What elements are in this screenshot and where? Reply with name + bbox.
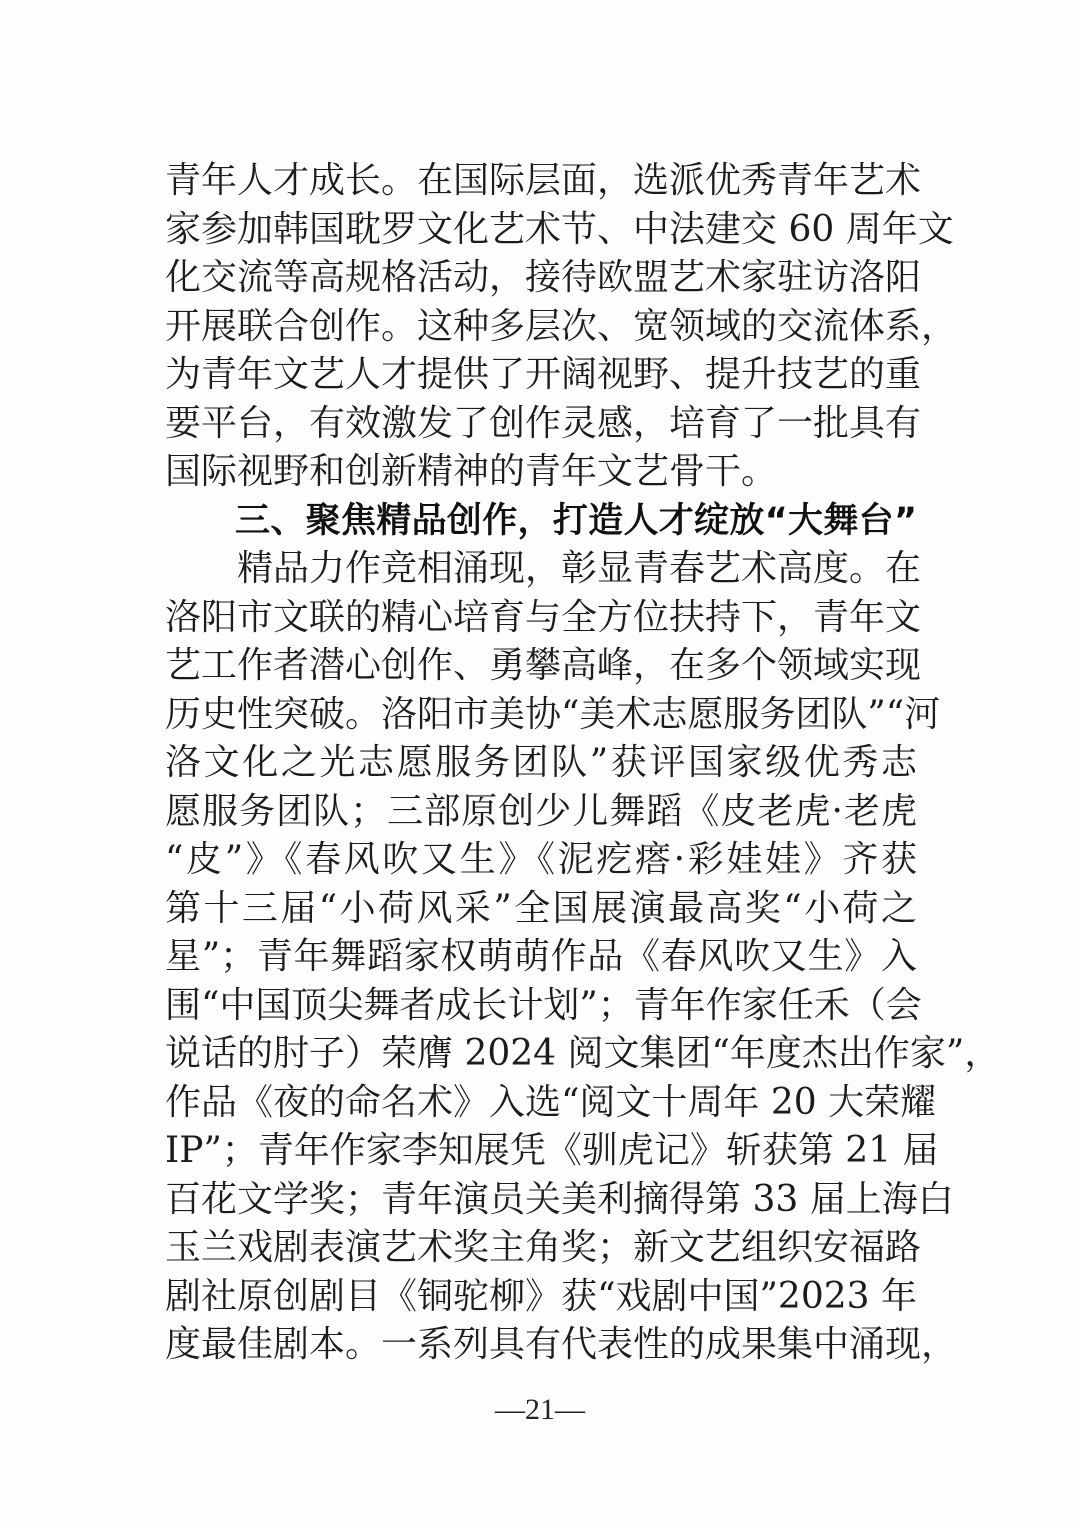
text-line: 艺工作者潜心创作、勇攀高峰，在多个领域实现 <box>165 645 922 686</box>
text-line: 历史性突破。洛阳市美协“美术志愿服务团队”“河 <box>165 693 941 735</box>
body-text <box>165 157 1001 1370</box>
text-line: 愿服务团队；三部原创少儿舞蹈《皮老虎·老虎 <box>165 790 917 832</box>
text-line: 玉兰戏剧表演艺术奖主角奖；新文艺组织安福路 <box>165 1227 922 1268</box>
text-line: 度最佳剧本。一系列具有代表性的成果集中涌现， <box>165 1324 958 1365</box>
text-line: 为青年文艺人才提供了开阔视野、提升技艺的重 <box>165 354 922 395</box>
text-line: 洛阳市文联的精心培育与全方位扶持下，青年文 <box>165 596 922 638</box>
text-line: 第十三届“小荷风采”全国展演最高奖“小荷之 <box>165 887 917 929</box>
section-heading: 三、聚焦精品创作，打造人才绽放“大舞台” <box>235 500 917 541</box>
text-line: 化交流等高规格活动，接待欧盟艺术家驻访洛阳 <box>165 257 922 298</box>
page-number: —21— <box>495 1393 585 1426</box>
text-line: 剧社原创剧目《铜驼柳》获“戏剧中国”2023 年 <box>165 1275 917 1317</box>
text-line: 围“中国顶尖舞者成长计划”；青年作家任禾（会 <box>165 984 922 1026</box>
text-line: 青年人才成长。在国际层面，选派优秀青年艺术 <box>165 160 922 201</box>
text-line: IP”；青年作家李知展凭《驯虎记》斩获第 21 届 <box>165 1130 939 1171</box>
text-line: 开展联合创作。这种多层次、宽领域的交流体系， <box>165 305 958 347</box>
text-line: 要平台，有效激发了创作灵感，培育了一批具有 <box>165 402 922 444</box>
text-line: 精品力作竞相涌现，彰显青春艺术高度。在 <box>237 548 922 589</box>
text-line: 国际视野和创新精神的青年文艺骨干。 <box>165 451 778 492</box>
text-line: 百花文学奖；青年演员关美利摘得第 33 届上海白 <box>165 1178 954 1220</box>
text-line: 星”；青年舞蹈家权萌萌作品《春风吹又生》入 <box>165 936 917 977</box>
text-line: 说话的肘子）荣膺 2024 阅文集团“年度杰出作家”， <box>165 1033 1001 1074</box>
text-line: 家参加韩国耽罗文化艺术节、中法建交 60 周年文 <box>165 208 954 250</box>
text-line: 作品《夜的命名术》入选“阅文十周年 20 大荣耀 <box>165 1081 937 1123</box>
text-line: “皮”》《春风吹又生》《泥疙瘩·彩娃娃》齐获 <box>165 839 917 880</box>
text-line: 洛文化之光志愿服务团队”获评国家级优秀志 <box>165 742 917 783</box>
